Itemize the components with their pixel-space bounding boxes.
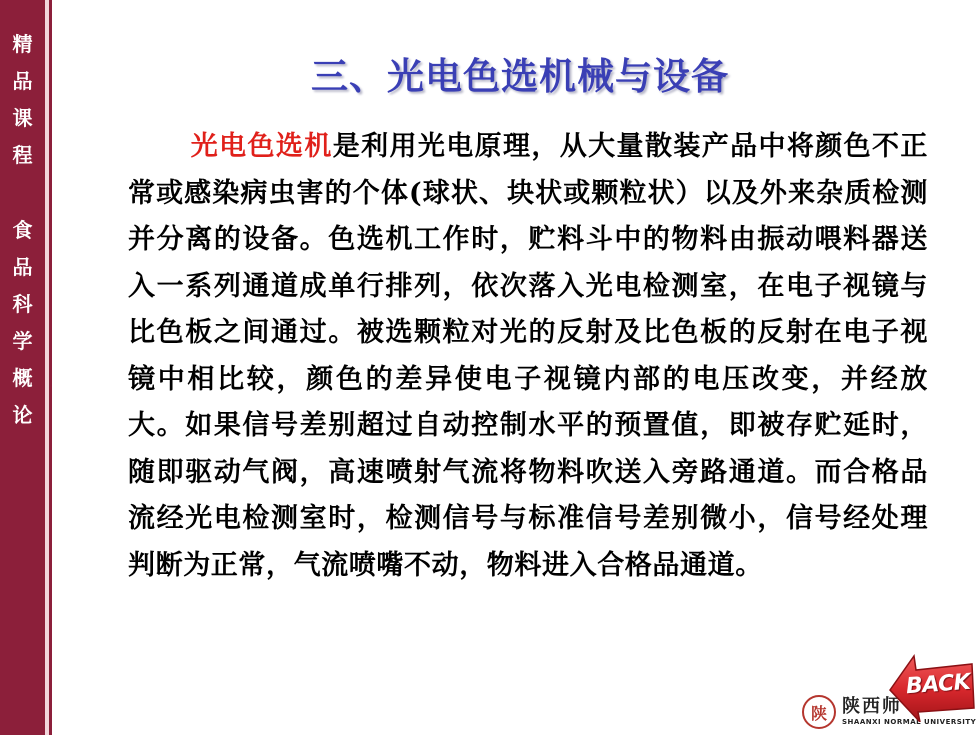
sidebar-char: 科 [12,292,33,316]
university-name-en: SHAANXI NORMAL UNIVERSITY [842,718,977,726]
sidebar-char: 精 [12,32,33,56]
back-label: BACK [905,669,972,700]
body-paragraph: 是利用光电原理，从大量散装产品中将颜色不正常或感染病虫害的个体(球状、块状或颗粒状）以及外来杂质检测并分离的设备。色选机工作时，贮料斗中的物料由振动喂料器送入一系列通道成单行排列，依次落入光电检测室，在电子视镜与比色板之间通过。被选颗粒对光的反射及比色板的反射在电子视镜中相比较，颜色的差异使电子视镜内部的电压改变，并经放大。如果信号差别超过自动控制水平的预置值，即被存贮延时，随即驱动气阀，高速喷射气流将物料吹送入旁路通道。而合格品流经光电检测室时，检测信号与标准信号差别微小，信号经处理判断为正常，气流喷嘴不动，物料进入合格品通道。 [128,131,929,581]
sidebar-divider [49,0,52,735]
sidebar-char: 程 [12,143,33,167]
sidebar-char: 食 [12,218,33,242]
highlight-term: 光电色选机 [190,131,333,162]
sidebar-subject-label [0,212,45,434]
sidebar-char: 品 [12,69,33,93]
slide-body [128,124,928,589]
sidebar-char: 概 [12,366,33,390]
sidebar-char: 品 [12,255,33,279]
back-button[interactable] [888,652,976,722]
university-name-cn: 陕西师 [842,696,902,717]
sidebar-char: 论 [12,403,33,427]
university-seal-icon: 陕 [802,695,836,729]
sidebar-char: 课 [12,106,33,130]
sidebar-course-label [0,26,45,174]
sidebar [0,0,49,735]
slide-title: 三、光电色选机械与设备 [311,54,729,98]
sidebar-char: 学 [12,329,33,353]
